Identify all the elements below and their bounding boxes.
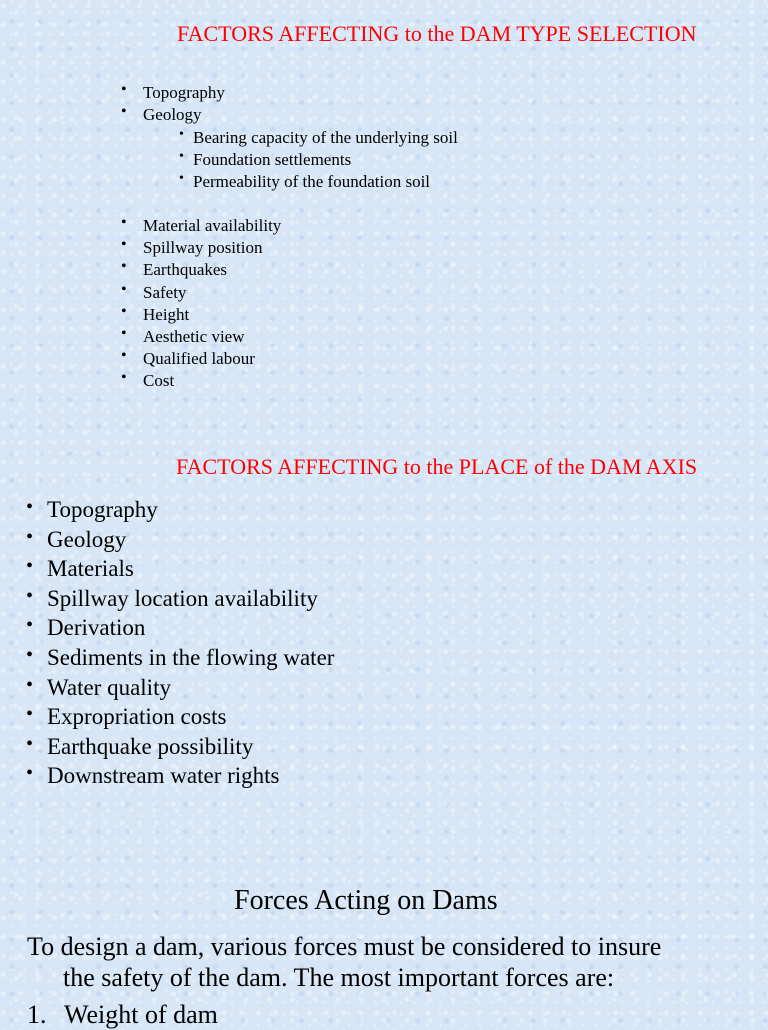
list-item: • Spillway position <box>143 237 281 259</box>
list-item: • Permeability of the foundation soil <box>193 171 458 193</box>
intro-line-2: the safety of the dam. The most important forces are: <box>63 963 615 992</box>
list-item: • Earthquakes <box>143 259 281 281</box>
list-item: • Foundation settlements <box>193 149 458 171</box>
list-item: • Height <box>143 304 281 326</box>
dam-type-factors-list <box>143 82 225 126</box>
geology-subfactors-list <box>193 127 458 194</box>
list-item: • Bearing capacity of the underlying soil <box>193 127 458 149</box>
list-item: • Topography <box>47 495 334 525</box>
list-item: • Earthquake possibility <box>47 732 334 762</box>
list-item: • Derivation <box>47 613 334 643</box>
list-item: • Downstream water rights <box>47 761 334 791</box>
list-item: • Topography <box>143 82 225 104</box>
list-item: • Sediments in the flowing water <box>47 643 334 673</box>
list-item: • Expropriation costs <box>47 702 334 732</box>
forces-title: Forces Acting on Dams <box>234 885 498 916</box>
intro-line-1: To design a dam, various forces must be considered to insure <box>27 932 662 961</box>
list-item: • Water quality <box>47 673 334 703</box>
dam-type-factors-list-continued <box>143 215 281 393</box>
list-number: 1. <box>27 1000 47 1029</box>
dam-type-selection-heading: FACTORS AFFECTING to the DAM TYPE SELECTION <box>177 21 697 46</box>
dam-axis-factors-list <box>47 495 334 791</box>
list-item: • Geology <box>143 104 225 126</box>
list-item: • Cost <box>143 370 281 392</box>
list-item: • Material availability <box>143 215 281 237</box>
list-item: • Qualified labour <box>143 348 281 370</box>
list-item: • Aesthetic view <box>143 326 281 348</box>
list-item: • Materials <box>47 554 334 584</box>
list-item: • Spillway location availability <box>47 584 334 614</box>
list-item: Weight of dam <box>64 1000 218 1029</box>
list-item: • Safety <box>143 282 281 304</box>
list-item: • Geology <box>47 525 334 555</box>
dam-axis-place-heading: FACTORS AFFECTING to the PLACE of the DAM AXIS <box>176 454 698 479</box>
